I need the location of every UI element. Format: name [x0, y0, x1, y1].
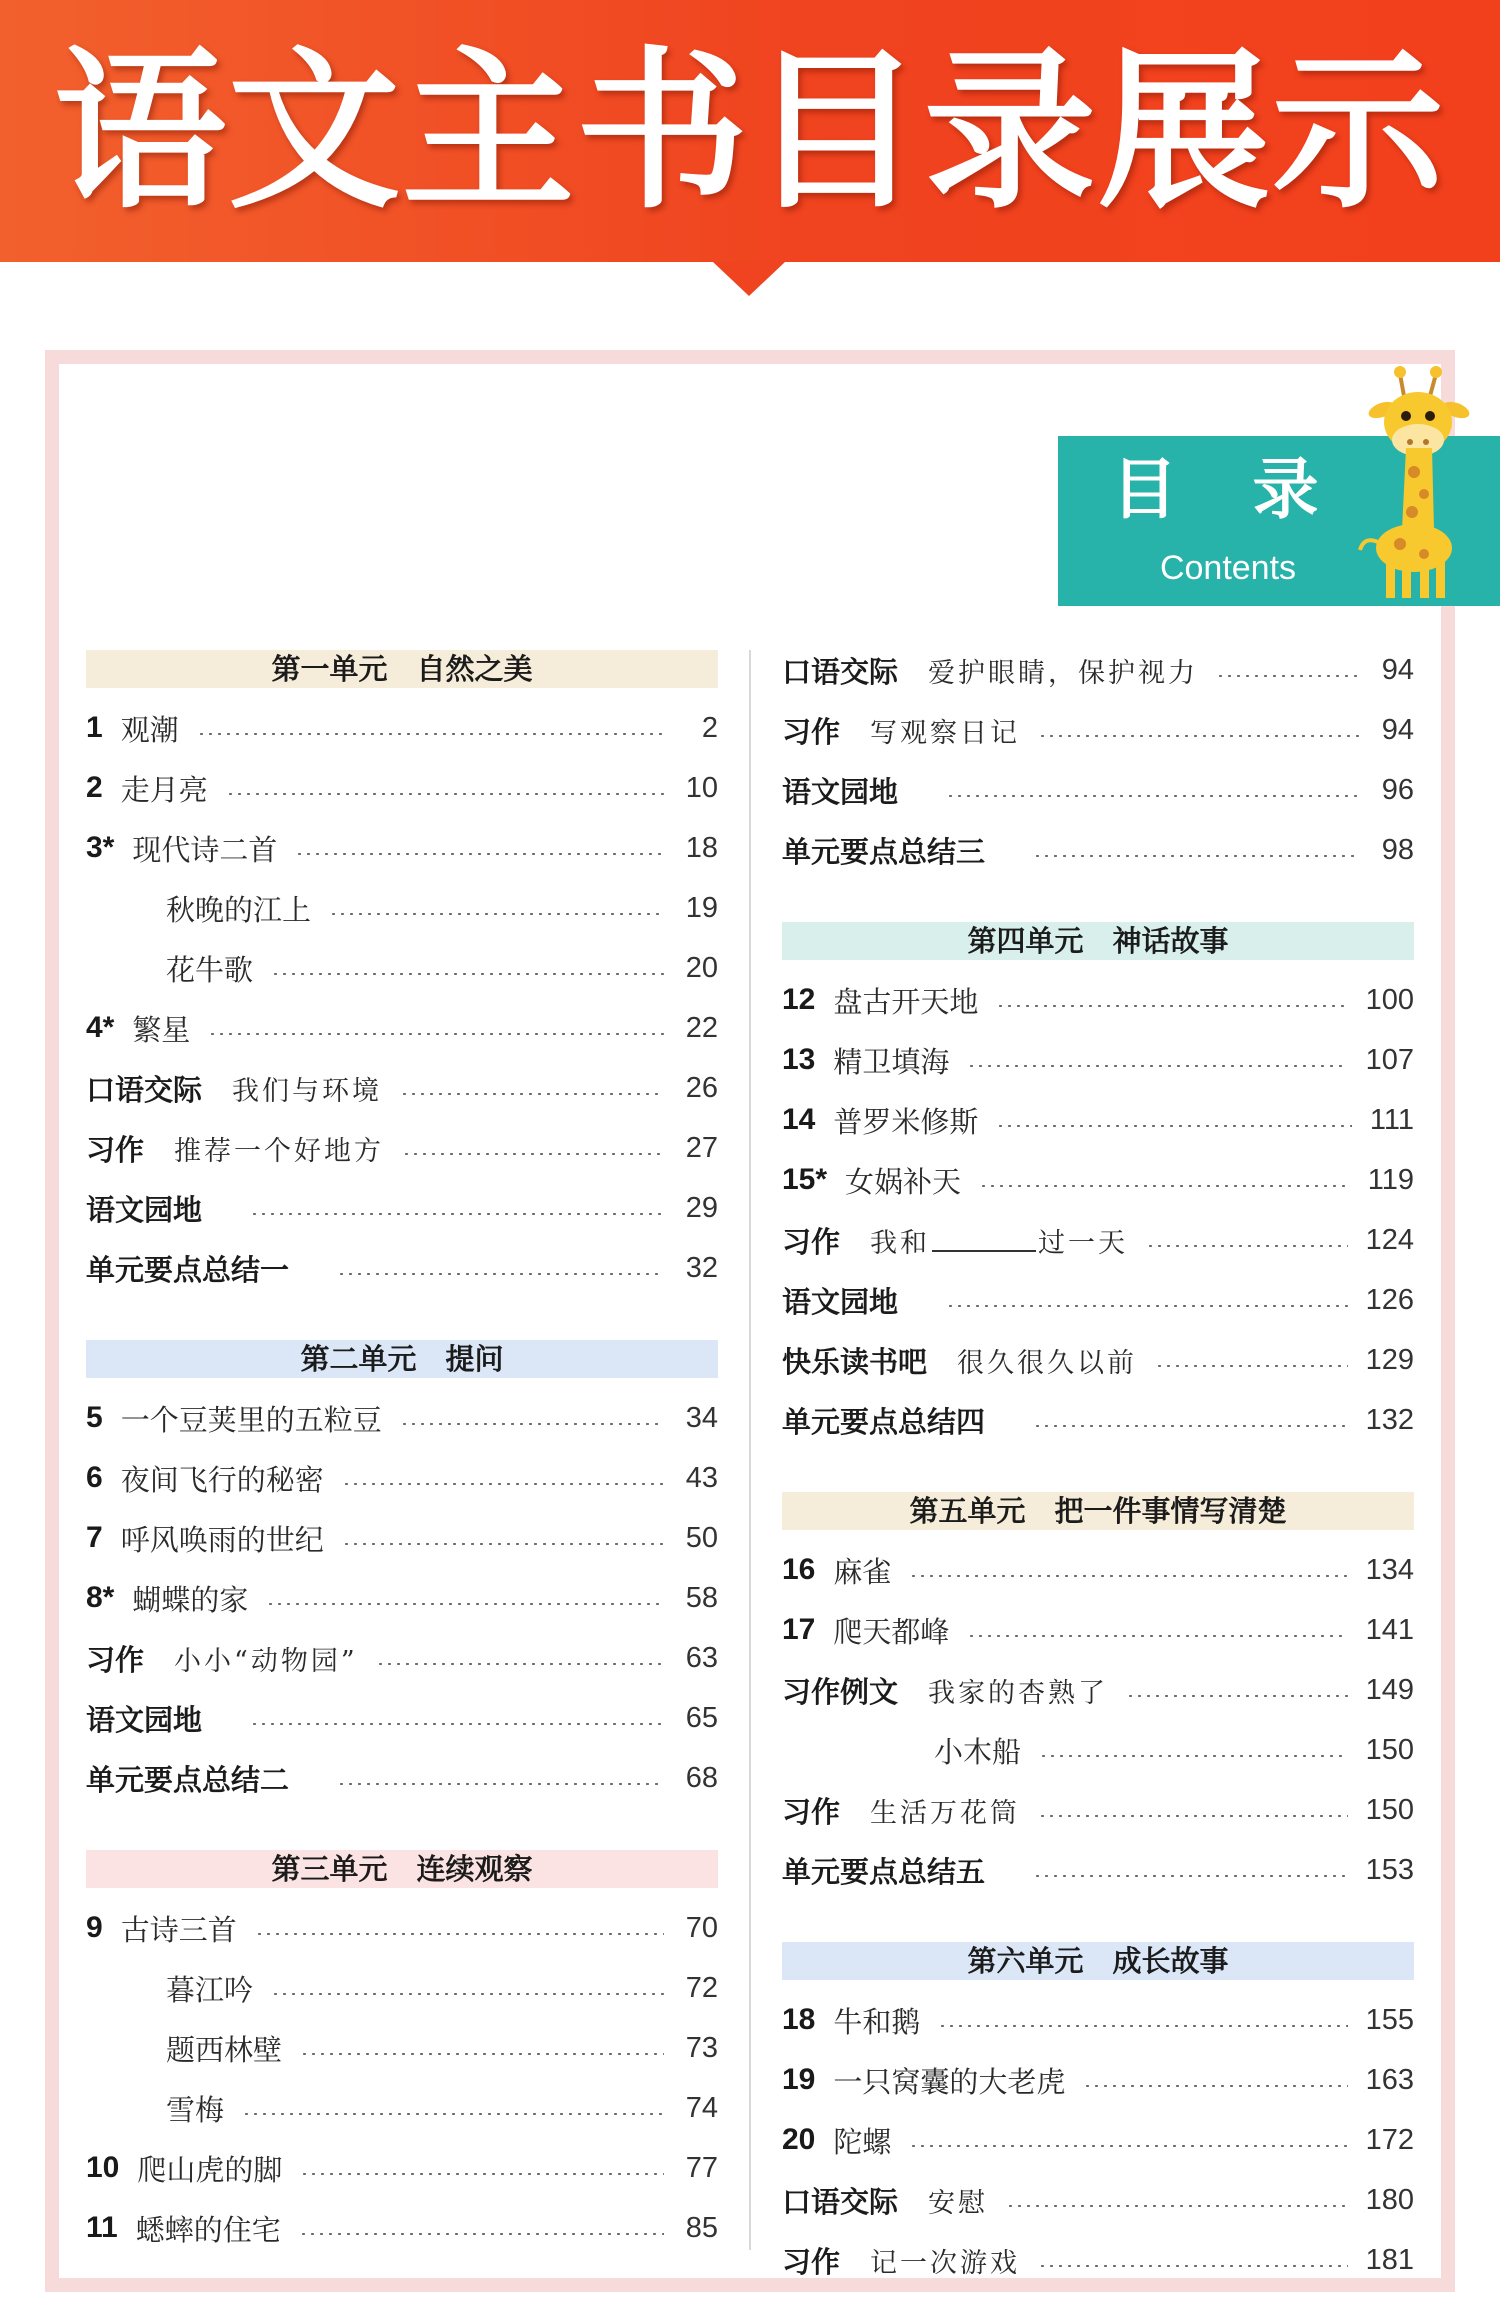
section-topic-text: 爱护眼睛，保护视力: [928, 657, 1199, 689]
page-number: 172: [1365, 2123, 1414, 2156]
page-number: 94: [1381, 653, 1414, 686]
toc-entry[interactable]: [782, 760, 1414, 820]
section-label: 口语交际: [782, 654, 899, 689]
toc-entry[interactable]: [86, 818, 718, 878]
toc-entry[interactable]: [782, 2050, 1414, 2110]
page-number: 100: [1365, 983, 1414, 1016]
leader-dots: [1155, 1365, 1348, 1367]
leader-dots: [1033, 1425, 1348, 1427]
toc-entry[interactable]: [782, 820, 1414, 880]
unit-spacer: [782, 1450, 1414, 1482]
sub-lesson-title: 题西林壁: [166, 2032, 283, 2067]
toc-entry[interactable]: [86, 2018, 718, 2078]
leader-dots: [979, 1185, 1350, 1187]
section-topic: [870, 1221, 1128, 1260]
unit-heading: 第三单元 连续观察: [86, 1850, 718, 1888]
section-topic-text: 小小“动物园”: [174, 1645, 358, 1677]
section-topic: [870, 711, 1020, 750]
banner-title: 语文主书目录展示: [54, 31, 1446, 232]
leader-dots: [1126, 1695, 1348, 1697]
leader-dots: [400, 1093, 664, 1095]
toc-entry[interactable]: [86, 1058, 718, 1118]
section-label: 习作: [782, 1224, 841, 1259]
lesson-number: 8*: [86, 1581, 115, 1614]
lesson-number: 16: [782, 1553, 816, 1586]
sub-lesson-title: 秋晚的江上: [166, 892, 312, 927]
leader-dots: [1216, 675, 1360, 677]
page-number: 19: [685, 891, 718, 924]
toc-entry[interactable]: [782, 1210, 1414, 1270]
lesson-number: 9: [86, 1911, 103, 1944]
page-number: 70: [685, 1911, 718, 1944]
leader-dots: [1038, 1815, 1348, 1817]
page-number: 124: [1365, 1223, 1414, 1256]
toc-entry[interactable]: [86, 1688, 718, 1748]
section-topic: [870, 2241, 1020, 2280]
lesson-number: 15*: [782, 1163, 828, 1196]
lesson-title: 夜间飞行的秘密: [120, 1462, 324, 1497]
section-label: 口语交际: [782, 2184, 899, 2219]
lesson-title: 一只窝囊的大老虎: [833, 2064, 1066, 2099]
leader-dots: [1038, 2265, 1348, 2267]
page-number: 65: [685, 1701, 718, 1734]
unit-heading: 第四单元 神话故事: [782, 922, 1414, 960]
toc-entry[interactable]: [782, 2170, 1414, 2230]
page-number: 180: [1365, 2183, 1414, 2216]
page-number: 134: [1365, 1553, 1414, 1586]
section-topic-text: 我们与环境: [232, 1075, 383, 1107]
section-topic-text-after: 过一天: [1038, 1227, 1129, 1259]
leader-dots: [967, 1065, 1347, 1067]
leader-dots: [1039, 1755, 1348, 1757]
toc-entry[interactable]: [782, 1150, 1414, 1210]
leader-dots: [242, 2113, 664, 2115]
toc-entry[interactable]: [782, 2230, 1414, 2290]
section-label: 单元要点总结三: [782, 834, 986, 869]
section-label: 单元要点总结四: [782, 1404, 986, 1439]
toc-entry[interactable]: [86, 1178, 718, 1238]
page-number: 68: [685, 1761, 718, 1794]
toc-entry[interactable]: [782, 1540, 1414, 1600]
leader-dots: [909, 1575, 1347, 1577]
lesson-number: 20: [782, 2123, 816, 2156]
leader-dots: [250, 1723, 664, 1725]
lesson-title: 走月亮: [120, 772, 208, 807]
leader-dots: [402, 1153, 664, 1155]
toc-entry[interactable]: [86, 1448, 718, 1508]
leader-dots: [295, 853, 664, 855]
page-number: 181: [1365, 2243, 1414, 2276]
page-number: 96: [1381, 773, 1414, 806]
section-topic: [928, 1671, 1108, 1710]
section-topic-text: 生活万花筒: [870, 1797, 1021, 1829]
page-number: 22: [685, 1011, 718, 1044]
leader-dots: [342, 1543, 664, 1545]
leader-dots: [909, 2145, 1347, 2147]
toc-right-column: [782, 640, 1414, 2290]
toc-left-column: [86, 640, 718, 2258]
section-label: 口语交际: [86, 1072, 203, 1107]
unit-spacer: [86, 1298, 718, 1330]
page-number: 107: [1365, 1043, 1414, 1076]
page-number: 150: [1365, 1793, 1414, 1826]
sub-lesson-title: 暮江吟: [166, 1972, 254, 2007]
leader-dots: [1033, 1875, 1348, 1877]
lesson-title: 精卫填海: [833, 1044, 950, 1079]
page-number: 20: [685, 951, 718, 984]
toc-entry[interactable]: [86, 1118, 718, 1178]
lesson-number: 4*: [86, 1011, 115, 1044]
section-label: 习作: [782, 1794, 841, 1829]
lesson-title: 女娲补天: [845, 1164, 962, 1199]
contents-title-cn: 目 录: [1111, 451, 1345, 528]
banner-pointer: [713, 262, 785, 296]
toc-entry[interactable]: [86, 2078, 718, 2138]
unit-spacer: [782, 1900, 1414, 1932]
toc-entry[interactable]: [86, 758, 718, 818]
leader-dots: [1038, 735, 1360, 737]
toc-entry[interactable]: [782, 1600, 1414, 1660]
page-number: 155: [1365, 2003, 1414, 2036]
sub-lesson-title: 雪梅: [166, 2092, 225, 2127]
unit-heading: 第五单元 把一件事情写清楚: [782, 1492, 1414, 1530]
page-number: 18: [685, 831, 718, 864]
toc-entry[interactable]: [782, 1840, 1414, 1900]
lesson-number: 2: [86, 771, 103, 804]
toc-entry[interactable]: [86, 1958, 718, 2018]
lesson-title: 爬天都峰: [833, 1614, 950, 1649]
lesson-number: 1: [86, 711, 103, 744]
section-topic: [957, 1341, 1137, 1380]
toc-entry[interactable]: [86, 2198, 718, 2258]
toc-entry[interactable]: [86, 2138, 718, 2198]
section-topic: [928, 2181, 988, 2220]
leader-dots: [946, 795, 1360, 797]
page-number: 10: [685, 771, 718, 804]
lesson-title: 普罗米修斯: [833, 1104, 979, 1139]
contents-title-en: Contents: [1159, 549, 1297, 587]
toc-entry[interactable]: [782, 970, 1414, 1030]
toc-entry[interactable]: [782, 1780, 1414, 1840]
page-number: 74: [685, 2091, 718, 2124]
lesson-title: 蟋蟀的住宅: [135, 2212, 281, 2247]
leader-dots: [250, 1213, 664, 1215]
toc-entry[interactable]: [86, 1238, 718, 1298]
lesson-number: 7: [86, 1521, 103, 1554]
page-number: 98: [1381, 833, 1414, 866]
page-number: 149: [1365, 1673, 1414, 1706]
lesson-title: 蝴蝶的家: [132, 1582, 249, 1617]
lesson-title: 繁星: [132, 1012, 191, 1047]
lesson-title: 麻雀: [833, 1554, 892, 1589]
page-number: 129: [1365, 1343, 1414, 1376]
section-topic-text: 安慰: [928, 2187, 989, 2219]
lesson-title: 盘古开天地: [833, 984, 979, 1019]
toc-entry[interactable]: [86, 878, 718, 938]
page-number: 85: [685, 2211, 718, 2244]
lesson-number: 11: [86, 2211, 118, 2244]
section-label: 单元要点总结二: [86, 1762, 290, 1797]
leader-dots: [1006, 2205, 1348, 2207]
toc-entry[interactable]: [782, 640, 1414, 700]
page-number: 111: [1369, 1103, 1414, 1136]
leader-dots: [300, 2053, 664, 2055]
leader-dots: [1083, 2085, 1347, 2087]
lesson-title: 牛和鹅: [833, 2004, 921, 2039]
section-label: 语文园地: [782, 774, 899, 809]
lesson-title: 一个豆荚里的五粒豆: [120, 1402, 382, 1437]
toc-entry[interactable]: [86, 698, 718, 758]
leader-dots: [226, 793, 664, 795]
section-label: 语文园地: [782, 1284, 899, 1319]
lesson-number: 14: [782, 1103, 816, 1136]
toc-entry[interactable]: [86, 1508, 718, 1568]
section-topic-text: 我和: [870, 1227, 931, 1259]
leader-dots: [197, 733, 664, 735]
section-topic: [174, 1639, 358, 1678]
toc-entry[interactable]: [782, 700, 1414, 760]
section-label: 习作: [782, 2244, 841, 2279]
leader-dots: [329, 913, 664, 915]
page-number: 43: [685, 1461, 718, 1494]
leader-dots: [300, 2173, 664, 2175]
unit-spacer: [782, 880, 1414, 912]
unit-heading: 第六单元 成长故事: [782, 1942, 1414, 1980]
page-number: 119: [1367, 1163, 1414, 1196]
section-topic: [174, 1129, 384, 1168]
page-number: 141: [1365, 1613, 1414, 1646]
section-topic: [928, 651, 1198, 690]
lesson-number: 19: [782, 2063, 816, 2096]
leader-dots: [255, 1933, 664, 1935]
leader-dots: [271, 1993, 664, 1995]
section-label: 单元要点总结五: [782, 1854, 986, 1889]
title-banner: [0, 0, 1500, 262]
toc-entry[interactable]: [782, 1090, 1414, 1150]
section-label: 单元要点总结一: [86, 1252, 290, 1287]
toc-entry[interactable]: [86, 1748, 718, 1808]
leader-dots: [266, 1603, 664, 1605]
page-number: 72: [685, 1971, 718, 2004]
page-number: 29: [685, 1191, 718, 1224]
page-number: 34: [685, 1401, 718, 1434]
lesson-title: 爬山虎的脚: [137, 2152, 283, 2187]
lesson-title: 观潮: [120, 712, 179, 747]
section-label: 语文园地: [86, 1702, 203, 1737]
section-label: 语文园地: [86, 1192, 203, 1227]
page-number: 58: [685, 1581, 718, 1614]
sub-lesson-title: 花牛歌: [166, 952, 254, 987]
toc-entry[interactable]: [782, 2110, 1414, 2170]
leader-dots: [967, 1635, 1347, 1637]
lesson-title: 现代诗二首: [132, 832, 278, 867]
section-topic-text: 我家的杏熟了: [928, 1677, 1109, 1709]
toc-entry[interactable]: [86, 938, 718, 998]
lesson-number: 3*: [86, 831, 115, 864]
lesson-number: 5: [86, 1401, 103, 1434]
lesson-title: 呼风唤雨的世纪: [120, 1522, 324, 1557]
page-number: 153: [1365, 1853, 1414, 1886]
toc-entry[interactable]: [86, 1898, 718, 1958]
leader-dots: [996, 1005, 1347, 1007]
giraffe-illustration: [1352, 360, 1486, 600]
toc-entry[interactable]: [86, 1568, 718, 1628]
page-number: 132: [1365, 1403, 1414, 1436]
leader-dots: [208, 1033, 664, 1035]
page-number: 126: [1365, 1283, 1414, 1316]
toc-entry[interactable]: [782, 1990, 1414, 2050]
lesson-number: 17: [782, 1613, 816, 1646]
page-number: 2: [701, 711, 718, 744]
lesson-title: 古诗三首: [120, 1912, 237, 1947]
lesson-number: 10: [86, 2151, 120, 2184]
page-number: 27: [685, 1131, 718, 1164]
page-number: 77: [685, 2151, 718, 2184]
toc-entry[interactable]: [782, 1030, 1414, 1090]
leader-dots: [337, 1273, 664, 1275]
toc-entry[interactable]: [86, 998, 718, 1058]
page-number: 50: [685, 1521, 718, 1554]
section-label: 习作: [86, 1642, 145, 1677]
section-topic: [870, 1791, 1020, 1830]
lesson-title: 陀螺: [833, 2124, 892, 2159]
page-number: 94: [1381, 713, 1414, 746]
page-number: 32: [685, 1251, 718, 1284]
toc-entry[interactable]: [782, 1270, 1414, 1330]
toc-entry[interactable]: [782, 1660, 1414, 1720]
leader-dots: [400, 1423, 664, 1425]
section-label: 习作: [86, 1132, 145, 1167]
toc-entry[interactable]: [782, 1330, 1414, 1390]
leader-dots: [946, 1305, 1348, 1307]
lesson-number: 12: [782, 983, 816, 1016]
section-topic: [232, 1069, 382, 1108]
lesson-number: 13: [782, 1043, 816, 1076]
page-number: 163: [1365, 2063, 1414, 2096]
leader-dots: [1033, 855, 1360, 857]
section-label: 习作: [782, 714, 841, 749]
section-topic-text: 推荐一个好地方: [174, 1135, 385, 1167]
lesson-number: 18: [782, 2003, 816, 2036]
leader-dots: [337, 1783, 664, 1785]
section-topic-text: 记一次游戏: [870, 2247, 1021, 2279]
leader-dots: [996, 1125, 1352, 1127]
toc-entry[interactable]: [86, 1388, 718, 1448]
page-number: 150: [1365, 1733, 1414, 1766]
unit-heading: 第一单元 自然之美: [86, 650, 718, 688]
sub-lesson-title: 小木船: [934, 1734, 1022, 1769]
leader-dots: [938, 2025, 1347, 2027]
section-label: 习作例文: [782, 1674, 899, 1709]
unit-heading: 第二单元 提问: [86, 1340, 718, 1378]
toc-entry[interactable]: [782, 1390, 1414, 1450]
page-number: 26: [685, 1071, 718, 1104]
unit-spacer: [86, 1808, 718, 1840]
leader-dots: [1146, 1245, 1348, 1247]
leader-dots: [376, 1663, 664, 1665]
leader-dots: [271, 973, 664, 975]
toc-entry[interactable]: [86, 1628, 718, 1688]
section-topic-text: 写观察日记: [870, 717, 1021, 749]
fill-in-blank: [932, 1228, 1036, 1252]
toc-entry[interactable]: [782, 1720, 1414, 1780]
section-topic-text: 很久很久以前: [957, 1347, 1138, 1379]
page-number: 63: [685, 1641, 718, 1674]
column-divider: [749, 650, 751, 2250]
page-number: 73: [685, 2031, 718, 2064]
section-label: 快乐读书吧: [782, 1344, 928, 1379]
lesson-number: 6: [86, 1461, 103, 1494]
leader-dots: [299, 2233, 664, 2235]
leader-dots: [342, 1483, 664, 1485]
